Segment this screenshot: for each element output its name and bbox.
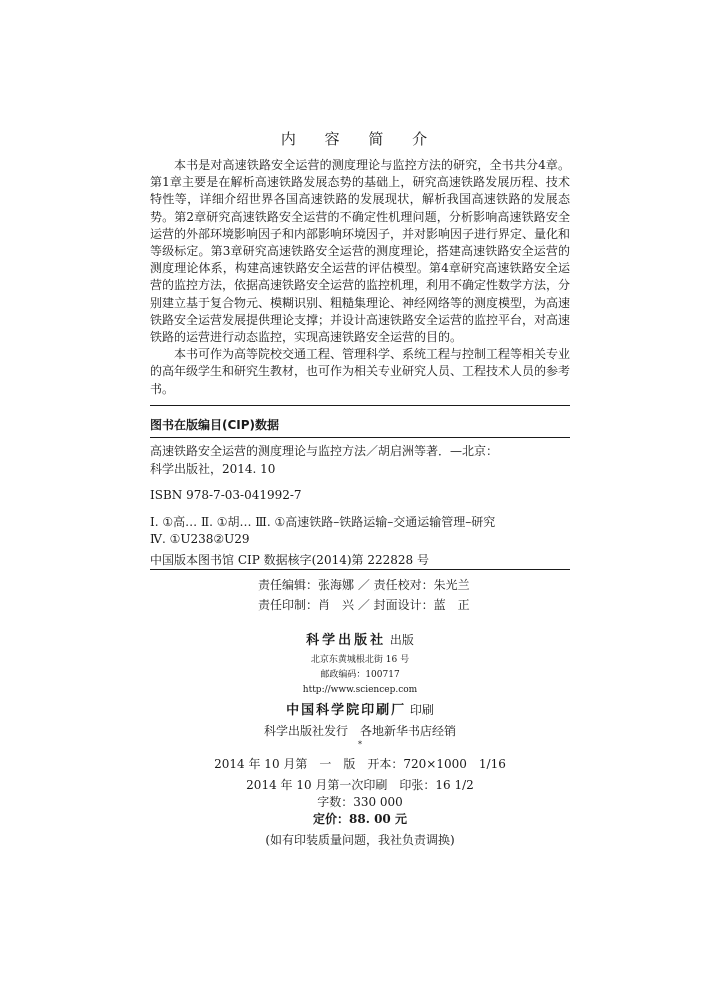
publisher-postcode: 邮政编码：100717 [320,670,400,680]
divider-top [150,405,570,406]
publisher-name: 科学出版社 [306,633,387,648]
cip-record-number: 中国版本图书馆 CIP 数据核字(2014)第 222828 号 [150,552,429,567]
cip-classification-2: Ⅳ. ①U238②U29 [150,532,250,546]
price: 定价：88. 00 元 [313,812,407,826]
summary-paragraph-1: 本书是对高速铁路安全运营的测度理论与监控方法的研究，全书共分4章。第1章主要是在解析高速铁路发展态势的基础上，研究高速铁路发展历程、技术特性等，详细介绍世界各国高速铁路的发展现状，解析我国高速铁路的发展态势。第2章研究高速铁路安全运营的不确定性机理问题，分析影响高速铁路安全运营的外部环境影响因子和内部影响环境因子，并对影响因子进行界定、量化和等级标定。第3章研究高速铁路安全运营的测度理论，搭建高速铁路安全运营的测度理论体系，构建高速铁路安全运营的评估模型。第4章研究高速铁路安全运营的监控方法，依据高速铁路安全运营的监控机理，利用不确定性数学方法，分别建立基于复合物元、模糊识别、粗糙集理论、神经网络等的测度模型，为高速铁路安全运营发展提供理论支撑；并设计高速铁路安全运营的监控平台，对高速铁路的运营进行动态监控，实现高速铁路安全运营的目的。 [150,158,571,345]
printing-line: 2014 年 10 月第一次印刷 印张：16 1/2 [246,778,474,792]
printer-action: 印刷 [409,703,434,717]
distribution-line: 科学出版社发行 各地新华书店经销 [263,724,456,738]
quality-notice: (如有印装质量问题，我社负责调换) [265,833,455,847]
divider-bottom [150,569,570,570]
page-title: 内 容 简 介 [280,130,440,148]
cip-publisher-line: 科学出版社，2014. 10 [150,461,276,476]
divider-cip-head [150,437,570,438]
staff-line-2: 责任印制：肖 兴 ／ 封面设计：蓝 正 [258,598,470,612]
edition-line: 2014 年 10 月第 一 版 开本：720×1000 1/16 [214,757,506,771]
cip-heading: 图书在版编目(CIP)数据 [150,418,280,432]
summary-section [150,157,570,398]
cip-block [150,443,570,569]
publisher-block [0,632,720,849]
cip-classification-1: Ⅰ. ①高… Ⅱ. ①胡… Ⅲ. ①高速铁路–铁路运输–交通运输管理–研究 [150,514,496,529]
word-count: 字数：330 000 [317,795,403,809]
publisher-url: http://www.sciencep.com [302,685,418,695]
cip-title-line: 高速铁路安全运营的测度理论与监控方法／胡启洲等著．—北京： [150,444,499,458]
printer-name: 中国科学院印刷厂 [286,703,407,718]
cip-isbn: ISBN 978-7-03-041992-7 [150,488,302,502]
staff-line-1: 责任编辑：张海娜 ／ 责任校对：朱光兰 [258,578,470,592]
summary-paragraph-2: 本书可作为高等院校交通工程、管理科学、系统工程与控制工程等相关专业的高年级学生和研究生教材，也可作为相关专业研究人员、工程技术人员的参考书。 [150,347,571,396]
publisher-action: 出版 [389,633,414,647]
publisher-address: 北京东黄城根北街 16 号 [310,655,410,665]
separator-mark: * [358,740,362,749]
